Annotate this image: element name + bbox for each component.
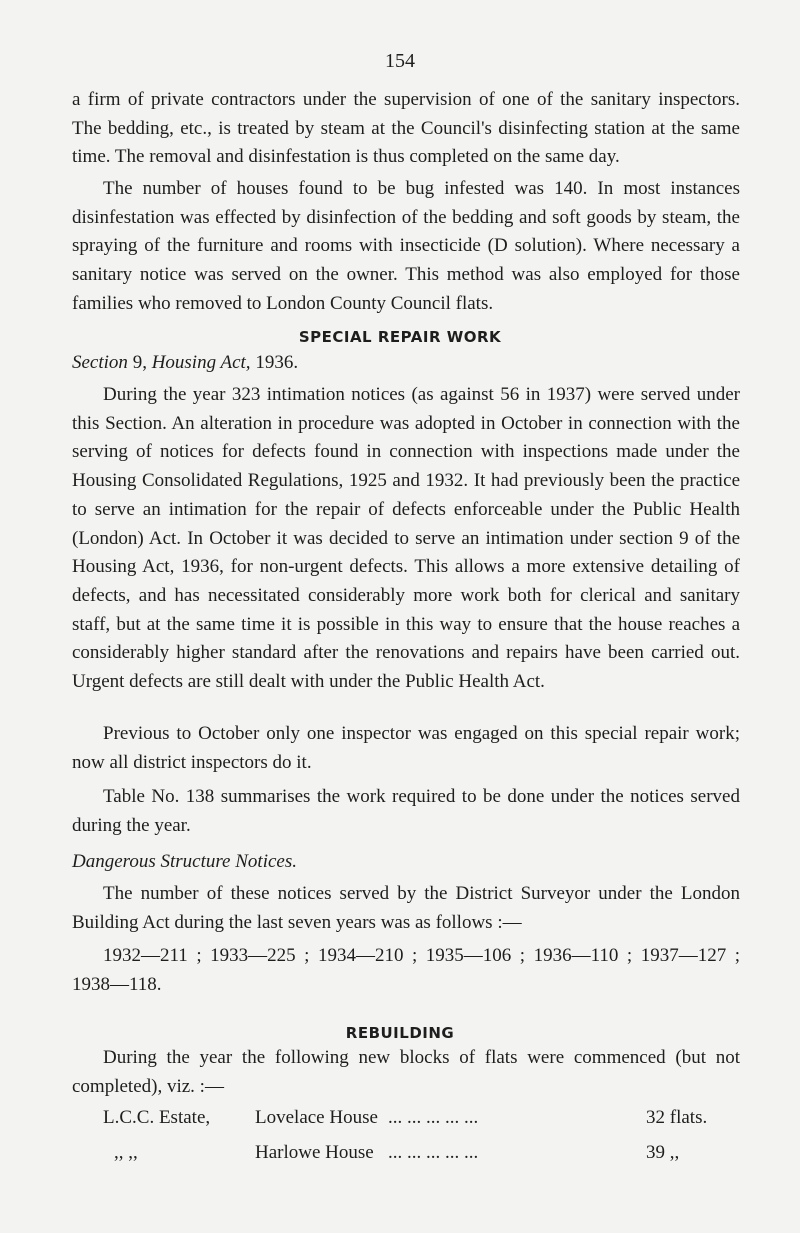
paragraph-bug-infested [72,175,740,319]
flats-leader-dots: ... ... ... ... ... [388,1142,479,1163]
flats-name: Harlowe House [255,1142,374,1163]
act-name: Housing Act, [151,352,251,373]
heading-special-repair-work: SPECIAL REPAIR WORK [298,328,502,346]
flats-name: Lovelace House [255,1107,378,1128]
section-label: Section [72,352,128,373]
paragraph-table-reference [72,783,740,840]
paragraph-inspectors [72,720,740,777]
flats-leader-dots: ... ... ... ... ... [388,1107,479,1128]
flats-prefix: L.C.C. Estate, [103,1107,211,1128]
paragraph-continuation [72,86,740,172]
paragraph-notices-served [72,880,740,937]
section-number: 9, [127,352,152,373]
subheading-text: Dangerous Structure Notices. [72,851,297,872]
flats-prefix: ,, ,, [114,1142,138,1163]
para-text: The number of these notices served by the District Surveyor under the London Building Act during the last seven years was as follows :— [72,883,740,933]
para-text: a firm of private contractors under the supervision of one of the sanitary inspectors. The bedding, etc., is treated by steam at the Council's disinfecting station at the same time. The removal and disinfestation is thus completed on the same day. [72,89,740,168]
paragraph-yearly-figures [72,942,740,999]
para-text: During the year 323 intimation notices (as against 56 in 1937) were served under this Section. An alteration in procedure was adopted in October in connection with the serving of notices for defects found in connection with inspections made under the Housing Consolidated Regulations, 1925 and 1932. It had previously been the practice to serve an intimation for the repair of defects enforceable under the Public Health (London) Act. In October it was decided to serve an intimation under section 9 of the Housing Act, 1936, for non-urgent defects. This allows a more extensive detailing of defects, and has necessitated considerably more work both for clerical and sanitary staff, but at the same time it is possible in this way to ensure that the house reaches a considerably higher standard after the renovations and repairs have been carried out. Urgent defects are still dealt with under the Public Health Act. [72,384,740,693]
page-number: 154 [385,50,415,72]
flats-count: 32 flats. [646,1107,708,1128]
para-text: Previous to October only one inspector was engaged on this special repair work; now all district inspectors do it. [72,723,740,773]
para-text: During the year the following new blocks of flats were commenced (but not completed), viz. :— [72,1047,740,1097]
paragraph-intimation-notices [72,381,740,697]
act-year: 1936. [250,352,299,373]
para-text: 1932—211 ; 1933—225 ; 1934—210 ; 1935—106 ; 1936—110 ; 1937—127 ; 1938—118. [72,945,740,995]
subheading-dangerous-structure [72,848,740,877]
paragraph-new-blocks [72,1044,740,1101]
para-text: Table No. 138 summarises the work required to be done under the notices served during the year. [72,786,740,836]
flats-count: 39 ,, [646,1142,680,1163]
para-text: The number of houses found to be bug infested was 140. In most instances disinfestation was effected by disinfection of the bedding and soft goods by steam, the spraying of the furniture and rooms with insecticide (D solution). Where necessary a sanitary notice was served on the owner. This method was also employed for those families who removed to London County Council flats. [72,178,740,314]
heading-rebuilding: REBUILDING [345,1024,455,1042]
section-reference [72,349,740,378]
